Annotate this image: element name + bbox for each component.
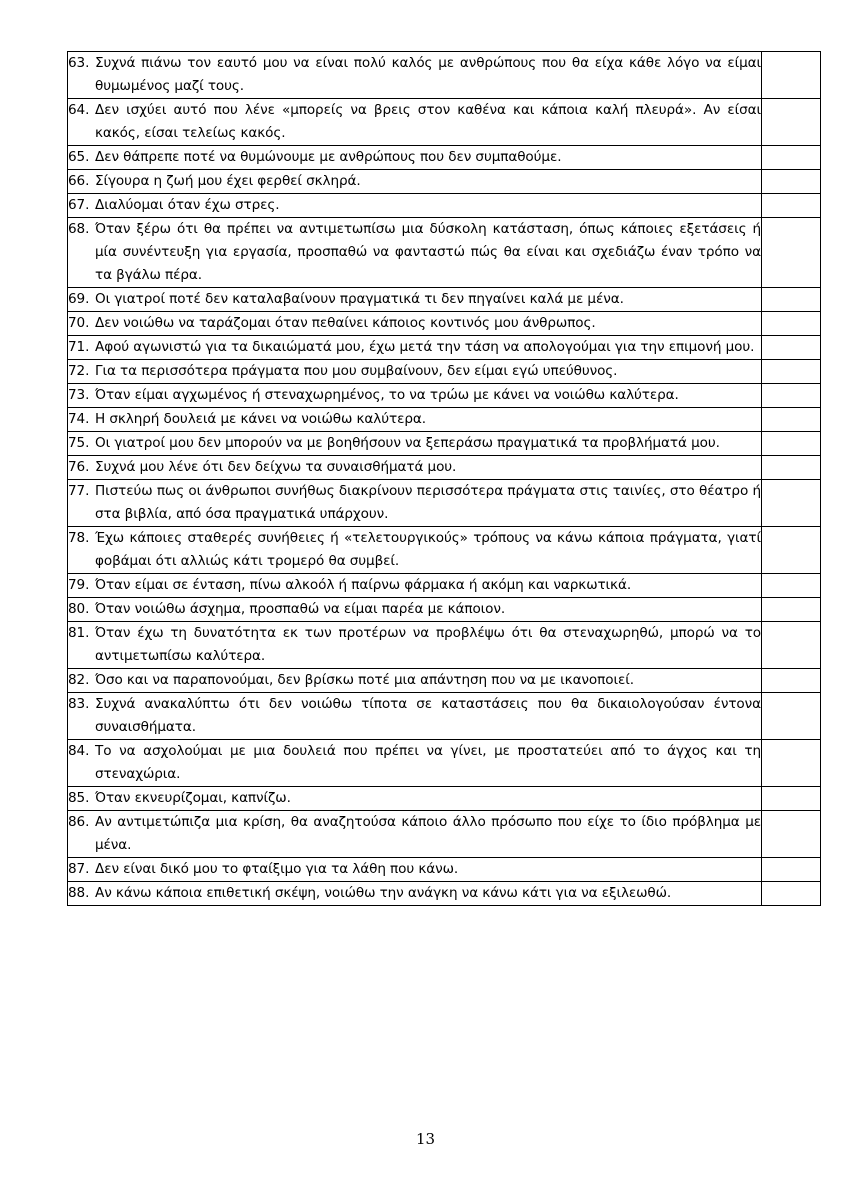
question-number: 66. — [68, 173, 90, 189]
question-number: 88. — [68, 885, 90, 901]
question-text: Όσο και να παραπονούμαι, δεν βρίσκω ποτέ μια απάντηση που να με ικανοποιεί. — [95, 672, 634, 688]
question-number: 67. — [68, 197, 90, 213]
questionnaire-row — [68, 408, 821, 432]
question-item — [68, 693, 761, 739]
question-number: 65. — [68, 149, 90, 165]
question-item — [68, 456, 761, 479]
questionnaire-row — [68, 194, 821, 218]
question-number: 87. — [68, 861, 90, 877]
question-cell — [68, 432, 762, 456]
question-text: Όταν νοιώθω άσχημα, προσπαθώ να είμαι παρέα με κάποιον. — [95, 601, 506, 617]
answer-cell[interactable] — [762, 527, 821, 574]
question-number: 78. — [68, 530, 90, 546]
questionnaire-row — [68, 52, 821, 99]
question-number: 63. — [68, 55, 90, 71]
question-cell — [68, 811, 762, 858]
question-item — [68, 432, 761, 455]
questionnaire-row — [68, 787, 821, 811]
question-text: Αφού αγωνιστώ για τα δικαιώματά μου, έχω μετά την τάση να απολογούμαι για την επιμονή μου. — [95, 339, 755, 355]
question-cell — [68, 336, 762, 360]
question-cell — [68, 740, 762, 787]
question-cell — [68, 574, 762, 598]
question-item — [68, 622, 761, 668]
questionnaire-row — [68, 693, 821, 740]
question-item — [68, 194, 761, 217]
questionnaire-row — [68, 432, 821, 456]
questionnaire-row — [68, 858, 821, 882]
questionnaire-row — [68, 384, 821, 408]
answer-cell[interactable] — [762, 456, 821, 480]
question-text: Αν κάνω κάποια επιθετική σκέψη, νοιώθω την ανάγκη να κάνω κάτι για να εξιλεωθώ. — [95, 885, 672, 901]
question-item — [68, 527, 761, 573]
questionnaire-row — [68, 622, 821, 669]
question-cell — [68, 218, 762, 288]
question-item — [68, 882, 761, 905]
answer-cell[interactable] — [762, 408, 821, 432]
question-cell — [68, 194, 762, 218]
question-text: Δεν νοιώθω να ταράζομαι όταν πεθαίνει κάποιος κοντινός μου άνθρωπος. — [95, 315, 596, 331]
answer-cell[interactable] — [762, 360, 821, 384]
answer-cell[interactable] — [762, 336, 821, 360]
question-text: Η σκληρή δουλειά με κάνει να νοιώθω καλύτερα. — [95, 411, 426, 427]
question-text: Δεν είναι δικό μου το φταίξιμο για τα λάθη που κάνω. — [95, 861, 459, 877]
question-cell — [68, 693, 762, 740]
question-text: Συχνά μου λένε ότι δεν δείχνω τα συναισθήματά μου. — [95, 459, 457, 475]
question-cell — [68, 669, 762, 693]
questionnaire-row — [68, 882, 821, 906]
question-text: Όταν είμαι αγχωμένος ή στεναχωρημένος, το να τρώω με κάνει να νοιώθω καλύτερα. — [95, 387, 679, 403]
question-text: Συχνά πιάνω τον εαυτό μου να είναι πολύ καλός με ανθρώπους που θα είχα κάθε λόγο να είμαι θυμωμένος μαζί τους. — [95, 55, 761, 94]
question-cell — [68, 52, 762, 99]
question-number: 73. — [68, 387, 90, 403]
questionnaire-row — [68, 336, 821, 360]
question-item — [68, 740, 761, 786]
question-text: Όταν έχω τη δυνατότητα εκ των προτέρων να προβλέψω ότι θα στεναχωρηθώ, μπορώ να το αντιμετωπίσω καλύτερα. — [95, 625, 761, 664]
question-item — [68, 408, 761, 431]
question-text: Οι γιατροί ποτέ δεν καταλαβαίνουν πραγματικά τι δεν πηγαίνει καλά με μένα. — [95, 291, 624, 307]
answer-cell[interactable] — [762, 669, 821, 693]
question-item — [68, 787, 761, 810]
answer-cell[interactable] — [762, 384, 821, 408]
question-cell — [68, 170, 762, 194]
question-cell — [68, 288, 762, 312]
answer-cell[interactable] — [762, 811, 821, 858]
answer-cell[interactable] — [762, 432, 821, 456]
question-item — [68, 52, 761, 98]
questionnaire-row — [68, 99, 821, 146]
question-item — [68, 598, 761, 621]
questionnaire-row — [68, 740, 821, 787]
question-cell — [68, 146, 762, 170]
questionnaire-row — [68, 527, 821, 574]
question-number: 82. — [68, 672, 90, 688]
answer-cell[interactable] — [762, 480, 821, 527]
question-number: 77. — [68, 483, 90, 499]
question-cell — [68, 527, 762, 574]
question-text: Οι γιατροί μου δεν μπορούν να με βοηθήσουν να ξεπεράσω πραγματικά τα προβλήματά μου. — [95, 435, 720, 451]
answer-cell[interactable] — [762, 194, 821, 218]
answer-cell[interactable] — [762, 693, 821, 740]
answer-cell[interactable] — [762, 52, 821, 99]
questionnaire-row — [68, 288, 821, 312]
questionnaire-row — [68, 218, 821, 288]
questionnaire-row — [68, 360, 821, 384]
question-number: 80. — [68, 601, 90, 617]
question-cell — [68, 384, 762, 408]
question-text: Όταν είμαι σε ένταση, πίνω αλκοόλ ή παίρνω φάρμακα ή ακόμη και ναρκωτικά. — [95, 577, 632, 593]
question-number: 71. — [68, 339, 90, 355]
question-number: 68. — [68, 221, 90, 237]
question-cell — [68, 882, 762, 906]
question-text: Δεν θάπρεπε ποτέ να θυμώνουμε με ανθρώπους που δεν συμπαθούμε. — [95, 149, 562, 165]
question-text: Δεν ισχύει αυτό που λένε «μπορείς να βρεις στον καθένα και κάποια καλή πλευρά». Αν είσαι κακός, είσαι τελείως κακός. — [95, 102, 761, 141]
question-item — [68, 336, 761, 359]
answer-cell[interactable] — [762, 858, 821, 882]
questionnaire-row — [68, 456, 821, 480]
questionnaire-table — [67, 51, 821, 906]
question-item — [68, 360, 761, 383]
answer-cell[interactable] — [762, 218, 821, 288]
page-number: 13 — [415, 1130, 436, 1148]
question-cell — [68, 480, 762, 527]
question-number: 85. — [68, 790, 90, 806]
question-item — [68, 99, 761, 145]
question-item — [68, 146, 761, 169]
questionnaire-row — [68, 669, 821, 693]
question-number: 74. — [68, 411, 90, 427]
answer-cell[interactable] — [762, 882, 821, 906]
questionnaire-row — [68, 811, 821, 858]
question-number: 81. — [68, 625, 90, 641]
question-item — [68, 574, 761, 597]
answer-cell[interactable] — [762, 598, 821, 622]
questionnaire-row — [68, 312, 821, 336]
question-item — [68, 312, 761, 335]
questionnaire-body — [68, 52, 821, 906]
question-number: 83. — [68, 696, 90, 712]
question-text: Το να ασχολούμαι με μια δουλειά που πρέπει να γίνει, με προστατεύει από το άγχος και τη στεναχώρια. — [95, 743, 761, 782]
question-cell — [68, 858, 762, 882]
question-cell — [68, 598, 762, 622]
questionnaire-row — [68, 170, 821, 194]
question-number: 69. — [68, 291, 90, 307]
answer-cell[interactable] — [762, 99, 821, 146]
questionnaire-row — [68, 574, 821, 598]
question-number: 64. — [68, 102, 90, 118]
question-item — [68, 480, 761, 526]
question-text: Σίγουρα η ζωή μου έχει φερθεί σκληρά. — [95, 173, 361, 189]
question-text: Πιστεύω πως οι άνθρωποι συνήθως διακρίνουν περισσότερα πράγματα στις ταινίες, στο θέατρο ή στα βιβλία, από όσα πραγματικά υπάρχουν. — [95, 483, 761, 522]
question-text: Για τα περισσότερα πράγματα που μου συμβαίνουν, δεν είμαι εγώ υπεύθυνος. — [95, 363, 618, 379]
question-number: 84. — [68, 743, 90, 759]
answer-cell[interactable] — [762, 622, 821, 669]
question-cell — [68, 622, 762, 669]
question-text: Όταν εκνευρίζομαι, καπνίζω. — [95, 790, 291, 806]
question-cell — [68, 360, 762, 384]
question-text: Αν αντιμετώπιζα μια κρίση, θα αναζητούσα κάποιο άλλο πρόσωπο που είχε το ίδιο πρόβλημα με μένα. — [95, 814, 761, 853]
question-number: 75. — [68, 435, 90, 451]
question-item — [68, 811, 761, 857]
answer-cell[interactable] — [762, 170, 821, 194]
question-item — [68, 170, 761, 193]
questionnaire-row — [68, 146, 821, 170]
questionnaire-row — [68, 598, 821, 622]
question-number: 86. — [68, 814, 90, 830]
answer-cell[interactable] — [762, 312, 821, 336]
question-item — [68, 384, 761, 407]
question-text: Διαλύομαι όταν έχω στρες. — [95, 197, 280, 213]
questionnaire-row — [68, 480, 821, 527]
question-text: Έχω κάποιες σταθερές συνήθειες ή «τελετουργικούς» τρόπους να κάνω κάποια πράγματα, γιατί φοβάμαι ότι αλλιώς κάτι τρομερό θα συμβεί. — [95, 530, 761, 569]
question-cell — [68, 456, 762, 480]
question-item — [68, 858, 761, 881]
answer-cell[interactable] — [762, 574, 821, 598]
question-item — [68, 288, 761, 311]
question-number: 72. — [68, 363, 90, 379]
question-text: Συχνά ανακαλύπτω ότι δεν νοιώθω τίποτα σε καταστάσεις που θα δικαιολογούσαν έντονα συναισθήματα. — [95, 696, 761, 735]
question-item — [68, 669, 761, 692]
question-cell — [68, 787, 762, 811]
question-number: 70. — [68, 315, 90, 331]
question-text: Όταν ξέρω ότι θα πρέπει να αντιμετωπίσω μια δύσκολη κατάσταση, όπως κάποιες εξετάσεις ή μία συνέντευξη για εργασία, προσπαθώ να φανταστώ πώς θα είναι και σχεδιάζω έναν τρόπο να τα βγάλω πέρα. — [95, 221, 761, 283]
answer-cell[interactable] — [762, 288, 821, 312]
answer-cell[interactable] — [762, 146, 821, 170]
question-number: 79. — [68, 577, 90, 593]
question-item — [68, 218, 761, 287]
answer-cell[interactable] — [762, 740, 821, 787]
question-cell — [68, 408, 762, 432]
answer-cell[interactable] — [762, 787, 821, 811]
question-cell — [68, 312, 762, 336]
question-number: 76. — [68, 459, 90, 475]
question-cell — [68, 99, 762, 146]
